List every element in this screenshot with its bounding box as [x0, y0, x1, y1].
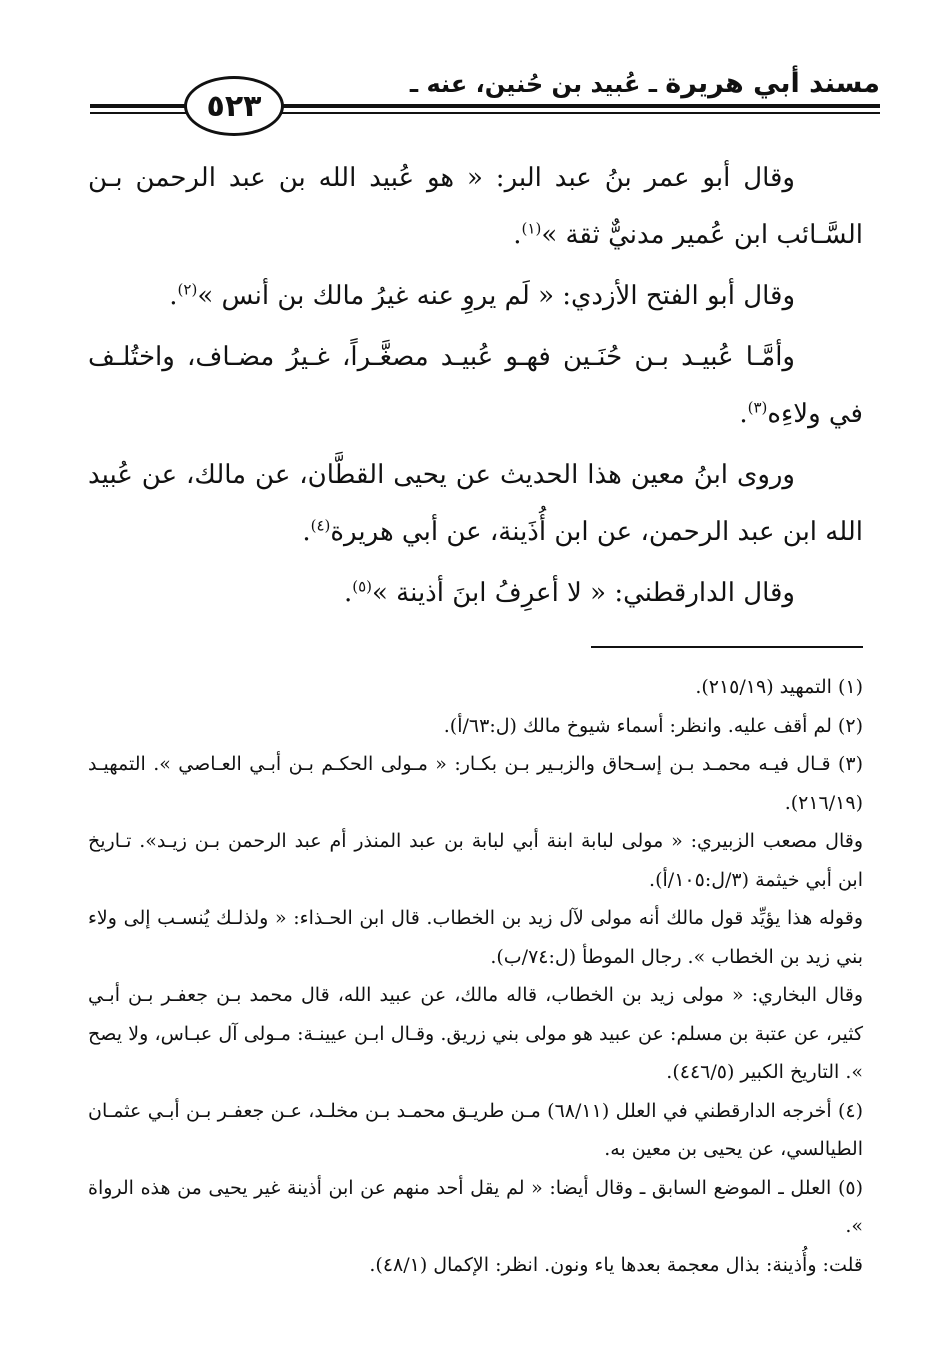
footnote-3: (٣) قـال فيـه محمـد بـن إسـحاق والزبـير بـن بكـار: « مـولى الحكـم بـن أبـي العـاصي ». التمهيـد (٢١٦/١٩).	[88, 753, 863, 814]
footnote-ref-3[interactable]: (٣)	[747, 398, 768, 417]
footnote-5: (٥) العلل ـ الموضع السابق ـ وقال أيضا: « لم يقل أحد منهم عن ابن أذينة غير يحيى من هذه الرواة ».	[88, 1176, 863, 1237]
footnote-ref-5[interactable]: (٥)	[352, 577, 372, 596]
footnote-3-continued-1: وقال مصعب الزبيري: « مولى لبابة ابنة أبي لبابة بن عبد المنذر أم عبد الرحمن بـن زيـد». تـاريخ ابن أبي خيثمة (٣/ل:١٠٥/أ).	[88, 830, 863, 891]
page-header	[90, 62, 880, 152]
paragraph-3	[88, 329, 863, 443]
footnote-2: (٢) لم أقف عليه. وانظر: أسماء شيوخ مالك (ل:٦٣/أ).	[443, 714, 863, 737]
paragraph-1-end: .	[513, 220, 522, 250]
running-title-main: مسند أبي هريرة	[665, 68, 880, 99]
footnote-ref-2[interactable]: (٢)	[177, 280, 198, 299]
paragraph-4-text: وروى ابنُ معين هذا الحديث عن يحيى القطَّان، عن مالك، عن عُبيد الله ابن عبد الرحمن، عن ابن أُذَينة، عن أبي هريرة	[88, 460, 863, 547]
paragraph-5-text: وقال الدارقطني: « لا أعرِفُ ابنَ أذينة »	[371, 578, 795, 608]
footnote-ref-1[interactable]: (١)	[521, 219, 542, 238]
running-title	[410, 68, 880, 99]
paragraph-4-end: .	[302, 517, 311, 547]
paragraph-1-text: وقال أبو عمر بنُ عبد البر: « هو عُبيد الله بن عبد الرحمن بـن السَّـائب ابن عُمير مدنيٌّ ثقة »	[88, 163, 863, 250]
page-number-badge	[184, 76, 284, 136]
footnote-1: (١) التمهيد (٢١٥/١٩).	[695, 676, 863, 698]
paragraph-3-end: .	[739, 399, 748, 429]
footnote-separator	[591, 646, 863, 648]
page-number: ٥٢٣	[206, 88, 262, 124]
paragraph-2	[88, 268, 863, 325]
paragraph-3-text: وأمَّـا عُبيـد بـن حُنَـين فهـو عُبيـد مصغَّـراً، غـيرُ مضـاف، واختُلـف في ولاءِه	[88, 342, 863, 429]
footnote-4: (٤) أخرجه الدارقطني في العلل (٦٨/١١) مـن طريـق محمـد بـن مخلـد، عـن جعفـر بـن أبـي عثمـان الطيالسي، عن يحيى بن معين به.	[88, 1099, 863, 1160]
paragraph-4	[88, 447, 863, 561]
paragraph-2-text: وقال أبو الفتح الأزدي: « لَم يروِ عنه غيرُ مالك بن أنس »	[197, 281, 795, 311]
footnotes	[88, 668, 863, 1284]
paragraph-5	[88, 565, 863, 622]
footnote-ref-4[interactable]: (٤)	[310, 516, 331, 535]
paragraph-5-end: .	[343, 578, 353, 608]
paragraph-2-end: .	[169, 281, 178, 311]
footnote-3-continued-3: وقال البخاري: « مولى زيد بن الخطاب، قاله مالك، عن عبيد الله، قال محمد بـن جعفـر بـن أبـي كثير، عن عتبة بن مسلم: عن عبيد هو مولى بني زريق. وقـال ابـن عيينـة: مـولى آل عبـاس، ولا يصح ». التاريخ الكبير (٤٤٦/٥).	[88, 984, 863, 1083]
footnote-5-continued: قلت: وأُذينة: بذال معجمة بعدها ياء ونون. انظر: الإكمال (٤٨/١).	[369, 1253, 863, 1276]
main-text	[88, 150, 863, 622]
footnote-3-continued-2: وقوله هذا يؤيِّد قول مالك أنه مولى لآل زيد بن الخطاب. قال ابن الحـذاء: « ولذلـك يُنسـب إلى ولاء بني زيد بن الخطاب ». رجال الموطأ (ل:٧٤/ب).	[88, 907, 863, 968]
paragraph-1	[88, 150, 863, 264]
running-title-rest: ـ عُبيد بن حُنين، عنه ـ	[409, 70, 666, 98]
